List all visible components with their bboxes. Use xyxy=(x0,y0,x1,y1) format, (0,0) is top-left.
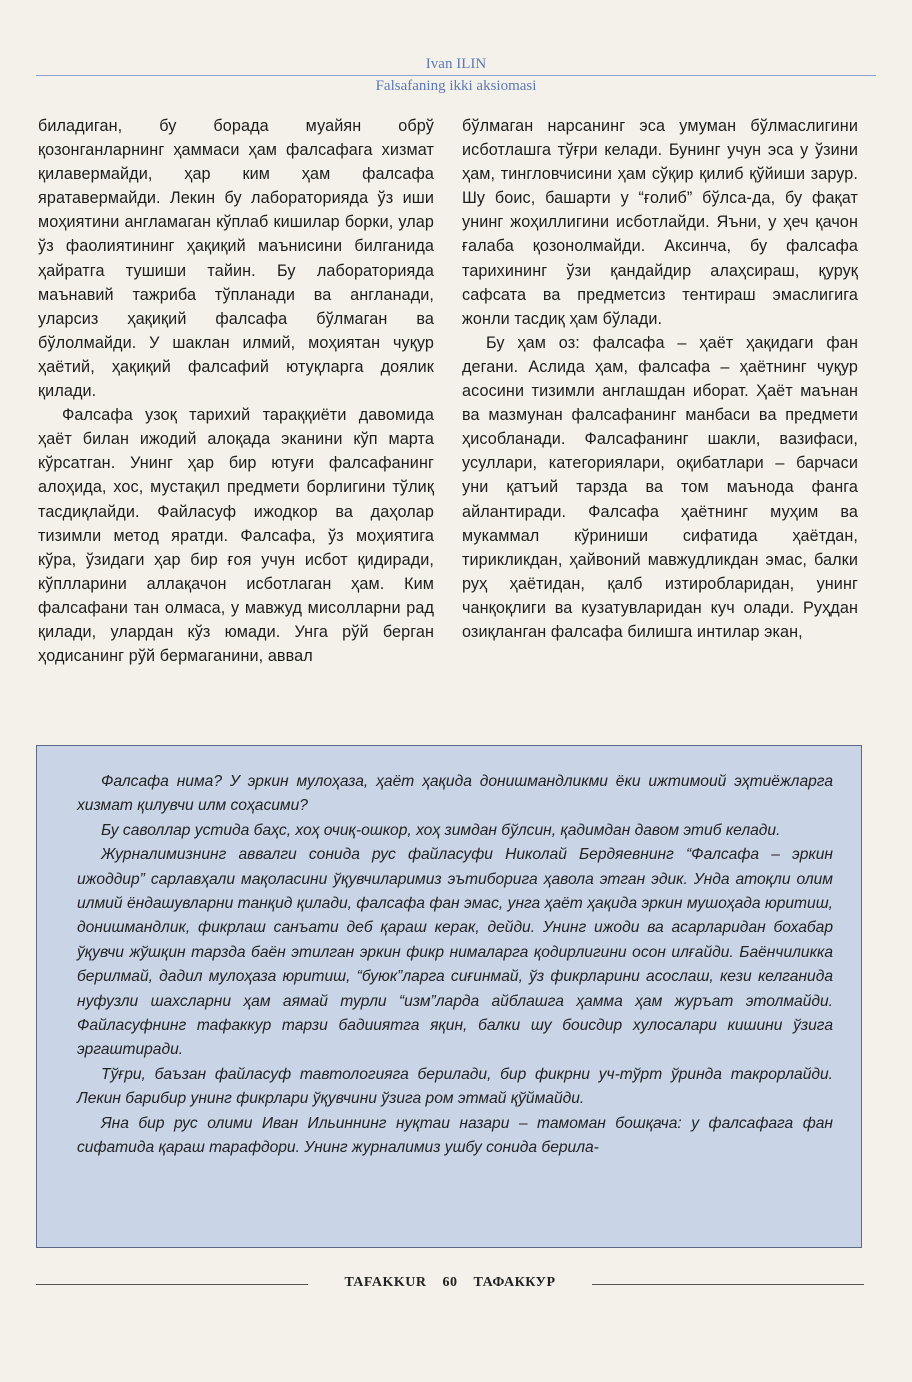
paragraph: Фалсафа узоқ тарихий тараққиёти давомида ҳаёт билан ижодий алоқада эканини кўп марта кўрсатган. Унинг ҳар бир ютуғи фалсафанинг алоҳида, хос, мустақил предмети борлигини тўлиқ тасдиқлайди. Файласуф ижодкор ва даҳолар тизимли метод яратди. Фалсафа, ўз моҳиятига кўра, ўзидаги ҳар бир ғоя учун исбот қидиради, кўплларини аллақачон исботлаган ҳам. Ким фалсафани тан олмаса, у мавжуд мисолларни рад қилади, улардан кўз юмади. Унга рўй берган ҳодисанинг рўй бермаганини, аввал xyxy=(38,406,434,666)
header-rule xyxy=(36,75,876,76)
left-column xyxy=(38,114,434,668)
sidebar-paragraph: Фалсафа нима? У эркин мулоҳаза, ҳаёт ҳақида донишмандликми ёки ижтимоий эҳтиёжларга хизмат қилувчи илм соҳасими? xyxy=(77,773,833,815)
sidebar-paragraph: Журналимизнинг аввалги сонида рус файласуфи Николай Бердяевнинг “Фалсафа – эркин ижоддир” сарлавҳали мақоласини ўқувчиларимиз эътиборига ҳавола этган эдик. Унда атоқли олим илмий ёндашувларни танқид қилади, фалсафа фан эмас, унга ҳаёт ҳақида эркин мушоҳада юритиш, донишмандлик, фикрлаш санъати деб қараш керак, дейди. Унинг ижоди ва асарларидан бохабар ўқувчи жўшқин тарзда баён этилган эркин фикр нималарга қодирлигини осон илғайди. Баёнчиликка берилмай, дадил мулоҳаза юритиш, “буюк”ларга сиғинмай, ўз фикрларини асослаш, кези келганида нуфузли шахсларни ҳам аямай турли “изм”ларда айблашга ҳамма ҳам журъат этолмайди. Файласуфнинг тафаккур тарзи бадииятга яқин, балки шу боисдир хулосалари кишини ўзига эргаштиради. xyxy=(77,846,833,1059)
footer-rule-right xyxy=(592,1284,864,1285)
paragraph: Бу ҳам оз: фалсафа – ҳаёт ҳақидаги фан дегани. Аслида ҳам, фалсафа – ҳаётнинг чуқур асосини тизимли англашдан иборат. Ҳаёт маънан ва мазмунан фалсафанинг манбаси ва предмети ҳисобланади. Фалсафанинг шакли, вазифаси, усуллари, категориялари, оқибатлари – барчаси уни қатъий тарзда ва том маънода фанга айлантиради. Фалсафа ҳаётнинг муҳим ва мукаммал кўриниши сифатида ҳаётдан, тирикликдан, ҳайвоний мавжудликдан эмас, балки руҳ ҳаётидан, қалб изтиробларидан, унинг чанқоқлиги ва кузатувларидан куч олади. Руҳдан озиқланган фалсафа билишга интилар экан, xyxy=(462,333,858,641)
paragraph: биладиган, бу борада муайян обрў қозонганларнинг ҳаммаси ҳам фалсафага хизмат қилавермайди, ҳар ким ҳам фалсафа яратавермайди. Лекин бу лабораторияда ўз иши моҳиятини англамаган кўплаб кишилар борки, улар ўз фаолиятининг ҳақиқий маънисини билганида ҳайратга тушиши тайин. Бу лабораторияда маънавий тажриба тўпланади ва англанади, уларсиз ҳақиқий фалсафа бўлмаган ва бўлолмайди. У шаклан илмий, моҳиятан чуқур ҳаётий, ҳақиқий фалсафий ютуқларга доялик қилади. xyxy=(38,117,434,401)
article-body xyxy=(38,114,876,720)
author-name: Ivan ILIN xyxy=(425,56,487,72)
sidebar-paragraph: Бу саволлар устида баҳс, хоҳ очиқ-ошкор, хоҳ зимдан бўлсин, қадимдан давом этиб келади. xyxy=(101,821,781,839)
running-header xyxy=(36,52,876,96)
paragraph: бўлмаган нарсанинг эса умуман бўлмаслигини исботлашга тўғри келади. Бунинг учун эса у ўзини ҳам, тингловчисини ҳам сўқир қилиб қўйиши зарур. Шу боис, башарти у “ғолиб” бўлса-да, бу фақат унинг жоҳиллигини исботлайди. Яъни, у ҳеч қачон ғалаба қозонолмайди. Аксинча, бу фалсафа тарихининг ўзи қандайдир алаҳсираш, қуруқ сафсата ва предметсиз тентираш эмаслигига жонли тасдиқ ҳам бўлади. xyxy=(462,117,858,328)
page-number: 60 xyxy=(442,1275,458,1290)
footer-text xyxy=(36,1275,864,1291)
sidebar-paragraph: Тўғри, баъзан файласуф тавтологияга берилади, бир фикрни уч-тўрт ўринда такрорлайди. Лекин барибир унинг фикрлари ўқувчини ўзига ром этмай қўймайди. xyxy=(77,1065,833,1108)
journal-name-latin: TAFAKKUR xyxy=(344,1275,427,1290)
right-column xyxy=(462,114,858,644)
page-footer xyxy=(36,1270,864,1300)
sidebar-paragraph: Яна бир рус олими Иван Ильиннинг нуқтаи назари – тамоман бошқача: у фалсафага фан сифатида қараш тарафдори. Унинг журналимиз ушбу сонида берила- xyxy=(77,1114,833,1157)
editorial-sidebar xyxy=(36,745,862,1248)
article-title: Falsafaning ikki aksiomasi xyxy=(375,78,537,94)
journal-name-cyrillic: ТАФАККУР xyxy=(473,1275,556,1290)
